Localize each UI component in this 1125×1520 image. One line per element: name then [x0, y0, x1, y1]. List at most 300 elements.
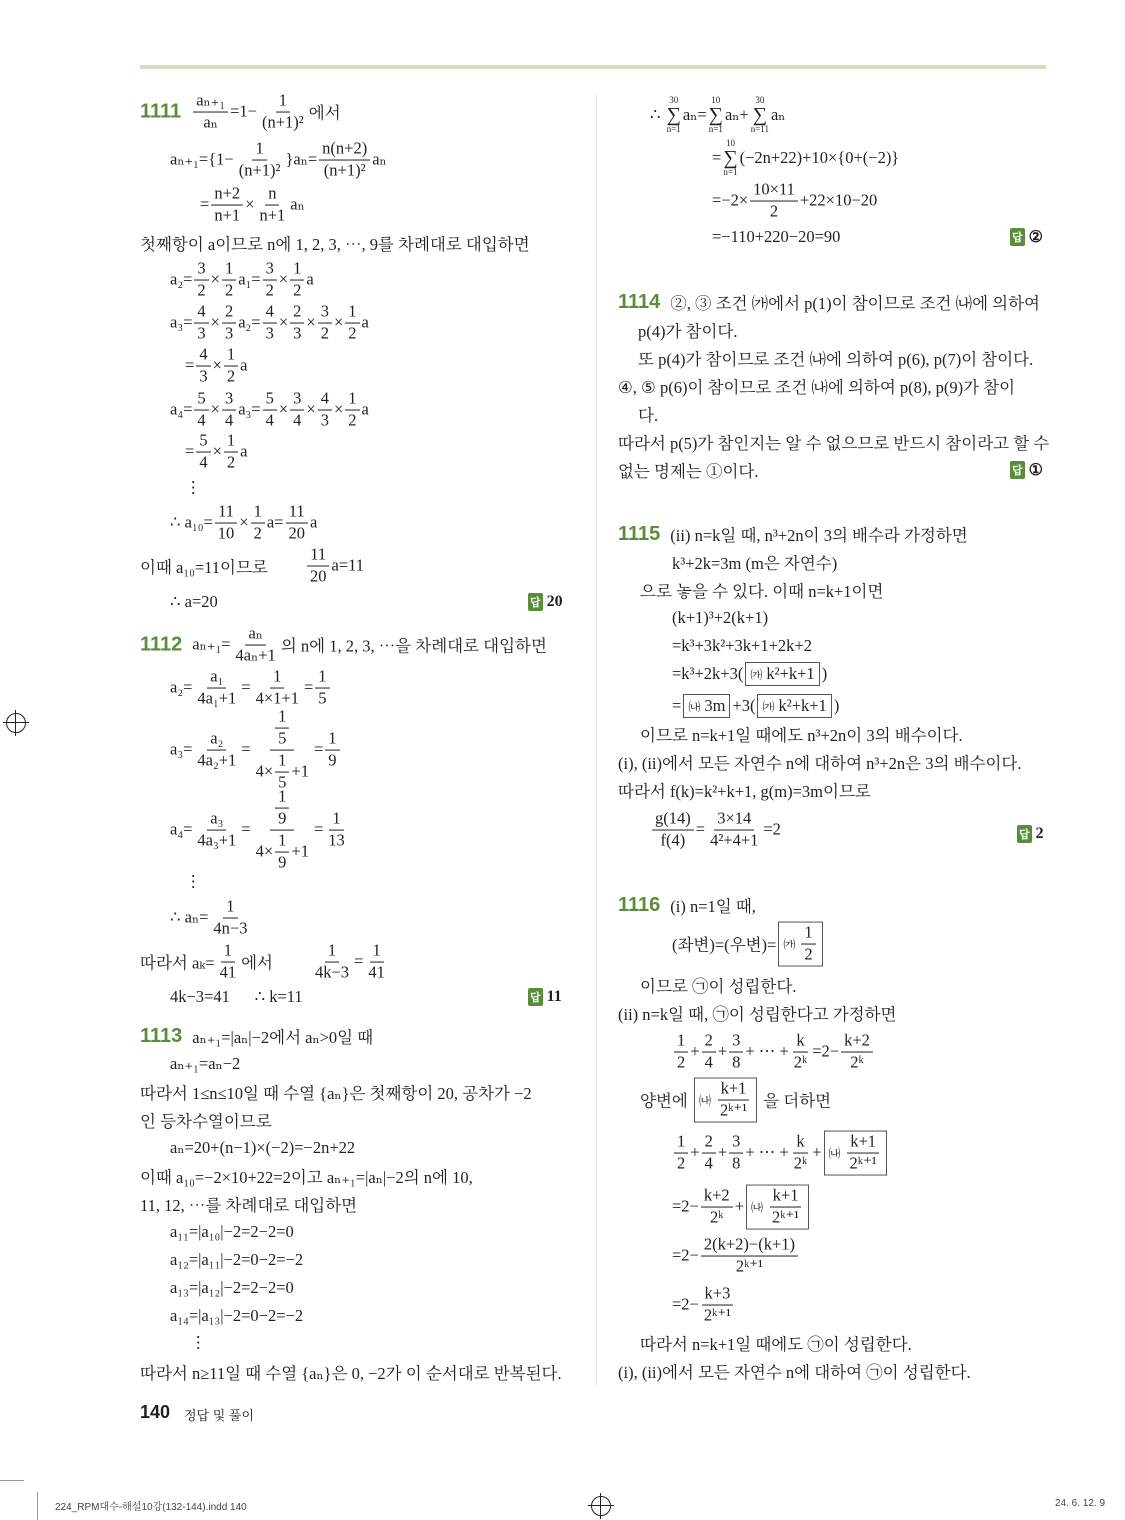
fraction	[674, 1032, 688, 1073]
denominator	[222, 281, 236, 301]
fraction	[312, 942, 352, 983]
math-text: 9	[278, 808, 287, 828]
math-text: 의 n에 1, 2, 3, ⋯을 차례대로 대입하면	[280, 637, 547, 656]
solution-line	[305, 546, 364, 587]
registration-mark-icon	[591, 1496, 611, 1516]
math-text: 1	[226, 430, 236, 450]
sum-lower: n=1	[723, 167, 738, 177]
numerator	[841, 1032, 873, 1053]
numerator	[207, 668, 226, 689]
fraction	[194, 390, 208, 431]
denominator	[236, 161, 284, 181]
solution-line	[672, 662, 827, 686]
section-label: 정답 및 풀이	[184, 1408, 255, 1423]
fraction	[253, 708, 312, 793]
math-text: =	[241, 820, 251, 839]
math-text: ×	[306, 400, 316, 419]
math-text: ∴ a₁₀=	[170, 513, 213, 532]
numerator	[701, 1187, 733, 1208]
math-text: 이므로 ㉠이 성립한다.	[640, 977, 797, 996]
math-text: 2ᵏ⁺¹	[849, 1153, 877, 1173]
math-text: 2	[293, 301, 302, 321]
sigma-icon: ∑	[752, 104, 767, 126]
boxed-blank	[824, 1131, 887, 1176]
solution-line	[170, 1250, 303, 1270]
fraction	[290, 260, 304, 301]
denominator	[211, 206, 243, 226]
math-text: ∴	[650, 105, 665, 124]
math-text: ×	[210, 400, 220, 419]
math-text: 2ᵏ	[850, 1052, 864, 1072]
math-text: (−2n+22)+10×{0+(−2)}	[739, 148, 900, 167]
denominator	[707, 831, 761, 851]
fraction	[674, 1133, 688, 1174]
math-text: 20	[310, 566, 327, 586]
denominator	[222, 324, 236, 344]
blank-label: ㈏	[751, 1200, 764, 1215]
math-text: ×	[306, 313, 316, 332]
math-text: n+1	[214, 205, 241, 225]
answer-badge: 답	[1010, 228, 1025, 246]
fraction	[224, 432, 238, 473]
solution-line	[650, 96, 785, 134]
math-text: a₃=	[238, 400, 261, 419]
crop-mark	[37, 1492, 38, 1520]
denominator	[312, 963, 352, 983]
solution-line	[140, 231, 530, 255]
denominator	[769, 1208, 802, 1228]
math-text: (i) n=1일 때,	[670, 897, 756, 916]
math-text: 1	[278, 786, 287, 806]
math-text: (n+1)²	[323, 160, 366, 180]
math-text: 1	[327, 940, 337, 960]
fraction	[285, 503, 308, 544]
fraction	[256, 185, 288, 226]
solution-line	[140, 625, 547, 666]
numerator	[270, 708, 294, 751]
numerator	[315, 668, 329, 689]
denominator	[253, 689, 302, 709]
math-text: 2	[677, 1052, 686, 1072]
solution-line	[170, 668, 332, 709]
fraction	[217, 942, 240, 983]
answer-badge: 답	[528, 988, 543, 1006]
math-text: n(n+2)	[322, 138, 368, 158]
fraction	[215, 503, 238, 544]
math-text: 20	[288, 523, 305, 543]
math-text: 5	[278, 728, 287, 748]
math-text: 2	[224, 301, 234, 321]
sum-lower: n=1	[666, 124, 681, 134]
math-text: +	[690, 1042, 700, 1061]
solution-line	[672, 636, 812, 656]
denominator	[290, 324, 304, 344]
math-text: aₙ	[290, 195, 305, 214]
solution-line	[672, 694, 839, 718]
math-text: ×	[333, 400, 344, 419]
math-text: ×	[278, 313, 289, 332]
math-text: 1	[278, 90, 287, 110]
math-text: =k³+2k+3(	[672, 664, 744, 683]
denominator	[847, 1053, 866, 1073]
math-text: + ⋯ +	[745, 1143, 789, 1162]
fraction	[210, 898, 250, 939]
math-text: a₂=	[238, 313, 261, 332]
math-text: 1	[278, 750, 287, 770]
sum-upper: 30	[669, 95, 679, 105]
math-text: 인 등차수열이므로	[140, 1112, 272, 1131]
answer-value: 20	[546, 593, 563, 610]
answer	[1010, 227, 1043, 247]
math-text: 4	[293, 410, 302, 430]
numerator	[345, 390, 359, 411]
math-text: 1	[348, 301, 357, 321]
blank-label: ㈏	[828, 1146, 841, 1161]
math-text: +	[812, 1143, 822, 1162]
page-number: 140	[140, 1402, 171, 1422]
numerator	[207, 730, 226, 751]
math-text: 10	[217, 523, 235, 543]
answer-value: 11	[546, 988, 562, 1005]
fraction	[194, 810, 239, 851]
solution-line	[638, 346, 1033, 370]
registration-mark-icon	[6, 713, 26, 733]
problem-number: 1116	[618, 893, 661, 916]
math-text: 5	[197, 388, 206, 408]
math-text: 2	[224, 280, 234, 300]
numerator	[265, 185, 279, 206]
denominator	[345, 411, 359, 431]
math-text: ×	[278, 400, 289, 419]
math-text: )	[833, 696, 840, 715]
solution-line	[170, 260, 314, 301]
math-text: ×	[333, 313, 344, 332]
math-text: +3(	[732, 696, 756, 715]
numerator	[215, 503, 237, 524]
solution-line	[672, 1185, 811, 1230]
denominator	[674, 1154, 688, 1174]
math-text: 1	[372, 940, 381, 960]
math-text: k+3	[704, 1283, 731, 1303]
math-text: k²+k+1	[766, 664, 815, 683]
math-text: aₙ₊₁=aₙ−2	[170, 1054, 241, 1073]
math-text: ∴ aₙ=	[170, 908, 209, 927]
denominator	[263, 281, 277, 301]
numerator	[714, 810, 754, 831]
math-text: 3	[224, 388, 234, 408]
numerator	[318, 390, 332, 411]
math-text: 41	[219, 962, 237, 982]
math-text: a	[306, 270, 314, 289]
summation	[751, 96, 769, 134]
math-text: 첫째항이 a이므로 n에 1, 2, 3, ⋯, 9를 차례대로 대입하면	[140, 235, 530, 254]
fraction	[259, 92, 307, 133]
math-text: a₂	[210, 728, 224, 748]
solution-line	[618, 1001, 896, 1025]
math-text: (n+1)²	[262, 112, 304, 132]
solution-line	[640, 578, 883, 602]
numerator	[847, 1133, 879, 1154]
math-text: 3×14	[717, 808, 752, 828]
math-text: aₙ	[248, 623, 263, 643]
solution-line	[140, 92, 341, 133]
fraction	[325, 730, 339, 771]
fraction	[701, 1285, 734, 1326]
math-text: 2	[226, 366, 236, 386]
math-text: =	[313, 740, 324, 759]
boxed-blank	[778, 922, 822, 967]
denominator	[217, 963, 240, 983]
math-text: 2	[226, 452, 236, 472]
solution-line	[185, 478, 202, 498]
math-text: 3	[265, 258, 274, 278]
math-text: 또 p(4)가 참이므로 조건 ㈏에 의하여 p(6), p(7)이 참이다.	[638, 350, 1034, 369]
fraction	[729, 1032, 743, 1073]
numerator	[718, 1080, 750, 1101]
blank-label: ㈎	[750, 667, 763, 682]
numerator	[345, 303, 359, 324]
solution-line	[170, 303, 369, 344]
numerator	[252, 140, 266, 161]
math-text: 2ᵏ⁺¹	[719, 1100, 748, 1120]
math-text: 2ᵏ⁺¹	[703, 1305, 731, 1325]
boxed-blank	[746, 1185, 809, 1230]
solution-line	[672, 608, 768, 628]
math-text: 4	[199, 344, 208, 364]
math-text: 3	[320, 410, 329, 430]
denominator	[256, 206, 288, 226]
math-text: a₄=	[170, 400, 193, 419]
math-text: 1	[328, 728, 337, 748]
math-text: 따라서 p(5)가 참인지는 알 수 없으므로 반드시 참이라고 할 수	[618, 434, 1050, 453]
numerator	[729, 1133, 743, 1154]
math-text: 2ᵏ	[793, 1153, 808, 1173]
column-divider	[596, 95, 597, 1385]
denominator	[215, 524, 238, 544]
answer-badge: 답	[528, 593, 543, 611]
math-text: 에서	[241, 954, 273, 973]
math-text: ⋮	[190, 1333, 207, 1352]
denominator	[275, 809, 289, 829]
math-text: 41	[368, 962, 385, 982]
math-text: a	[309, 513, 318, 532]
math-text: 3	[293, 323, 302, 343]
denominator	[196, 453, 210, 473]
math-text: =	[241, 678, 251, 697]
math-text: n+1	[259, 205, 286, 225]
math-text: ×	[210, 313, 220, 332]
math-text: k	[796, 1131, 805, 1151]
numerator	[307, 546, 329, 567]
math-text: 8	[732, 1052, 741, 1072]
math-text: 이때 a₁₀=−2×10+22=2이고 aₙ₊₁=|aₙ|−2의 n에 10,	[140, 1168, 473, 1187]
math-text: 3m	[704, 696, 726, 715]
numerator	[194, 390, 208, 411]
math-text: 9	[328, 750, 337, 770]
numerator	[702, 1133, 716, 1154]
numerator	[222, 390, 236, 411]
solution-line	[170, 140, 387, 181]
solution-line	[140, 1080, 532, 1104]
math-text: 4	[704, 1052, 713, 1072]
denominator	[194, 281, 208, 301]
math-text: )	[821, 664, 828, 683]
math-text: 1	[226, 896, 235, 916]
fraction	[194, 303, 208, 344]
denominator	[275, 852, 289, 872]
math-text: 2	[348, 410, 357, 430]
math-text: 1	[224, 258, 234, 278]
denominator	[259, 113, 307, 133]
math-text: 4aₙ+1	[235, 645, 276, 665]
solution-line	[618, 430, 1049, 454]
solution-line	[712, 139, 899, 177]
numerator	[245, 625, 265, 646]
denominator	[263, 324, 277, 344]
numerator	[674, 1032, 688, 1053]
solution-line	[618, 778, 871, 802]
solution-line	[170, 503, 317, 544]
math-text: k³+2k=3m (m은 자연수)	[672, 554, 838, 573]
solution-line	[170, 1278, 294, 1298]
math-text: n+2	[214, 183, 241, 203]
numerator	[370, 942, 384, 963]
math-text: a	[361, 400, 369, 419]
solution-line	[170, 592, 218, 612]
math-text: a₁	[210, 666, 224, 686]
denominator	[263, 411, 277, 431]
math-text: ④, ⑤ p(6)이 참이므로 조건 ㈏에 의하여 p(8), p(9)가 참이	[618, 378, 1016, 397]
solution-line	[140, 554, 268, 578]
solution-line	[640, 1331, 912, 1355]
boxed-blank	[757, 694, 831, 718]
solution-line	[638, 318, 738, 342]
top-rule	[140, 65, 1046, 69]
fraction	[315, 668, 329, 709]
sigma-icon: ∑	[723, 147, 738, 169]
math-text: =	[241, 740, 251, 759]
math-text: 2ᵏ⁺¹	[772, 1207, 800, 1227]
math-text: 11	[218, 501, 234, 521]
math-text: 2	[265, 280, 274, 300]
solution-line	[310, 942, 390, 983]
math-text: aₙ+	[724, 105, 749, 124]
problem-number: 1115	[618, 522, 661, 545]
math-text: ×	[245, 195, 255, 214]
math-text: 1	[278, 830, 287, 850]
math-text: 13	[328, 830, 345, 850]
numerator	[194, 260, 208, 281]
answer	[1010, 460, 1043, 480]
math-text: (k+1)³+2(k+1)	[672, 608, 769, 627]
numerator	[263, 260, 277, 281]
numerator	[223, 898, 237, 919]
numerator	[270, 788, 294, 831]
math-text: (좌변)=(우변)=	[672, 936, 777, 955]
solution-line	[170, 1306, 303, 1326]
numerator	[652, 810, 694, 831]
math-text: (ii) n=k일 때, n³+2n이 3의 배수라 가정하면	[670, 526, 968, 545]
math-text: =2−	[672, 1197, 699, 1216]
fraction	[319, 140, 370, 181]
solution-line	[618, 893, 756, 917]
numerator	[770, 1187, 802, 1208]
boxed-blank	[694, 1078, 757, 1123]
math-text: a=11	[331, 556, 365, 575]
solution-line	[190, 1333, 207, 1353]
numerator	[801, 924, 815, 945]
math-text: 4	[197, 410, 206, 430]
fraction	[791, 1032, 810, 1073]
math-text: a	[240, 356, 248, 375]
math-text: 2ᵏ⁺¹	[735, 1256, 764, 1276]
math-text: 따라서 aₖ=	[140, 954, 215, 973]
numerator	[729, 1032, 743, 1053]
math-text: 3	[293, 388, 302, 408]
math-text: 4²+4+1	[710, 830, 759, 850]
summation	[667, 96, 681, 134]
math-text: =−110+220−20=90	[712, 227, 841, 246]
math-text: 1	[223, 940, 232, 960]
sigma-icon: ∑	[708, 104, 723, 126]
fraction	[701, 1236, 798, 1277]
denominator	[253, 831, 312, 873]
fraction	[702, 1032, 716, 1073]
denominator	[701, 1306, 734, 1326]
solution-line	[140, 1108, 272, 1132]
math-text: 5	[278, 772, 287, 792]
numerator	[290, 260, 304, 281]
math-text: 따라서 n≥11일 때 수열 {aₙ}은 0, −2가 이 순서대로 반복된다.	[140, 1364, 562, 1383]
math-text: =	[185, 442, 195, 461]
problem-number: 1114	[618, 290, 661, 313]
fraction	[196, 346, 210, 387]
numerator	[286, 503, 308, 524]
solution-line	[672, 1236, 800, 1277]
math-text: ⋮	[185, 478, 202, 497]
sigma-icon: ∑	[666, 104, 681, 126]
problem-number: 1111	[140, 100, 182, 123]
fraction	[729, 1133, 743, 1174]
math-text: 2	[677, 1153, 686, 1173]
fraction	[801, 924, 815, 965]
fraction	[253, 668, 302, 709]
math-text: (i), (ii)에서 모든 자연수 n에 대하여 ㉠이 성립한다.	[618, 1363, 971, 1382]
fraction	[717, 1080, 750, 1121]
fraction	[345, 303, 359, 344]
math-text: 4	[199, 452, 208, 472]
sum-lower: n=1	[708, 124, 723, 134]
math-text: 11	[288, 501, 305, 521]
denominator	[318, 411, 332, 431]
math-text: 1	[318, 666, 327, 686]
denominator	[767, 202, 781, 222]
math-text: 4k−3	[315, 962, 350, 982]
sum-upper: 30	[755, 95, 765, 105]
math-text: 4	[265, 410, 274, 430]
math-text: a	[240, 442, 248, 461]
fraction	[325, 810, 348, 851]
numerator	[275, 752, 289, 773]
sum-lower: n=11	[750, 124, 769, 134]
fraction	[769, 1187, 802, 1228]
numerator	[221, 942, 235, 963]
math-text: 5	[199, 430, 208, 450]
fraction	[275, 788, 289, 829]
math-text: ②, ③ 조건 ㈎에서 p(1)이 참이므로 조건 ㈏에 의하여	[670, 294, 1040, 313]
numerator	[325, 942, 339, 963]
numerator	[290, 303, 304, 324]
